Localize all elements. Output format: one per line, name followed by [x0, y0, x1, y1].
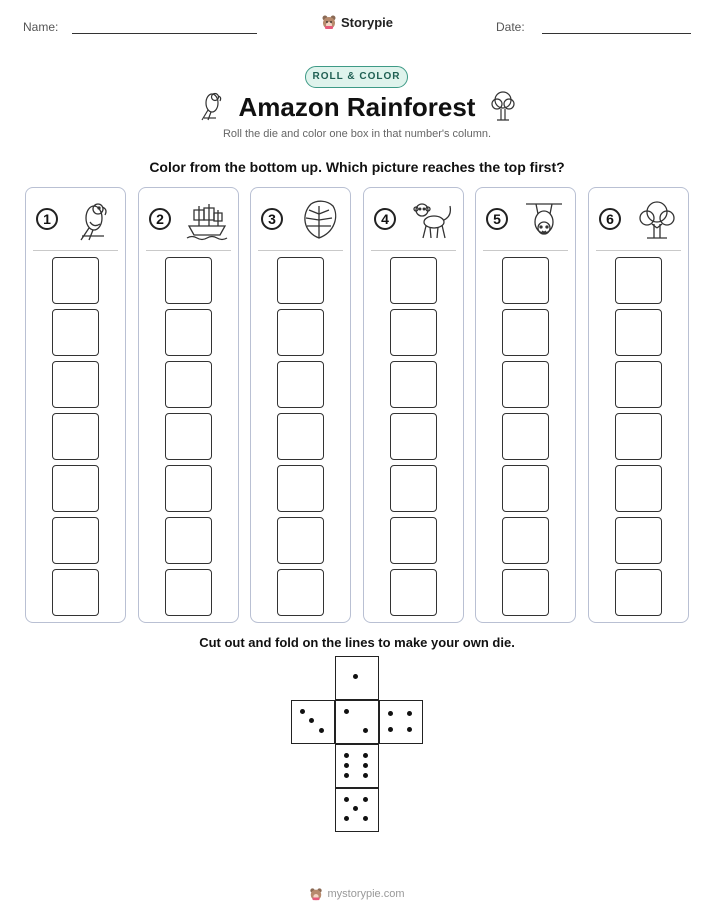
color-box[interactable]	[277, 257, 324, 304]
color-box[interactable]	[277, 465, 324, 512]
color-box[interactable]	[615, 413, 662, 460]
die-pip	[363, 797, 368, 802]
column-divider	[258, 250, 343, 251]
color-box[interactable]	[165, 309, 212, 356]
bear-logo-icon	[321, 14, 337, 30]
color-box[interactable]	[615, 309, 662, 356]
color-box[interactable]	[52, 517, 99, 564]
die-face-6	[335, 744, 379, 788]
color-box[interactable]	[502, 517, 549, 564]
column-1	[25, 187, 126, 623]
column-3	[250, 187, 351, 623]
sloth-icon	[522, 198, 566, 242]
tree-icon	[635, 198, 679, 242]
column-divider	[596, 250, 681, 251]
die-instruction: Cut out and fold on the lines to make your own die.	[199, 635, 515, 650]
color-box[interactable]	[52, 465, 99, 512]
column-divider	[146, 250, 231, 251]
color-box[interactable]	[615, 257, 662, 304]
color-box[interactable]	[502, 569, 549, 616]
die-pip	[353, 806, 358, 811]
color-box[interactable]	[615, 361, 662, 408]
footer	[0, 887, 714, 901]
color-box[interactable]	[390, 257, 437, 304]
die-pip	[344, 753, 349, 758]
bear-logo-icon	[309, 887, 323, 901]
tree-title-icon	[488, 90, 518, 122]
color-box[interactable]	[165, 361, 212, 408]
color-box[interactable]	[390, 465, 437, 512]
die-face-2	[335, 700, 379, 744]
color-box[interactable]	[390, 517, 437, 564]
column-divider	[483, 250, 568, 251]
color-box[interactable]	[165, 465, 212, 512]
color-box[interactable]	[615, 569, 662, 616]
footer-url[interactable]: mystorypie.com	[327, 888, 405, 900]
die-pip	[300, 709, 305, 714]
color-box[interactable]	[502, 257, 549, 304]
color-box[interactable]	[502, 309, 549, 356]
die-pip	[309, 718, 314, 723]
die-pip	[407, 727, 412, 732]
color-box[interactable]	[52, 569, 99, 616]
color-box[interactable]	[165, 517, 212, 564]
die-pip	[344, 816, 349, 821]
page-title: Amazon Rainforest	[238, 92, 476, 122]
monkey-icon	[410, 198, 454, 242]
die-pip	[363, 763, 368, 768]
instruction: Color from the bottom up. Which picture reaches the top first?	[149, 159, 565, 175]
date-label: Date:	[496, 20, 525, 34]
die-pip	[363, 816, 368, 821]
name-line[interactable]	[72, 33, 257, 34]
column-number: 1	[36, 208, 58, 230]
column-number: 3	[261, 208, 283, 230]
color-box[interactable]	[277, 309, 324, 356]
die-pip	[363, 773, 368, 778]
die-pip	[344, 709, 349, 714]
die-pip	[363, 753, 368, 758]
color-box[interactable]	[165, 413, 212, 460]
column-divider	[371, 250, 456, 251]
color-box[interactable]	[502, 465, 549, 512]
color-box[interactable]	[52, 309, 99, 356]
parrot-icon	[72, 198, 116, 242]
die-face-5	[335, 788, 379, 832]
die-pip	[353, 674, 358, 679]
subtitle: Roll the die and color one box in that number's column.	[222, 128, 492, 140]
name-label: Name:	[23, 20, 59, 34]
die-face-1	[335, 656, 379, 700]
roll-color-badge: ROLL & COLOR	[305, 66, 408, 88]
column-5	[475, 187, 576, 623]
color-box[interactable]	[52, 257, 99, 304]
die-pip	[407, 711, 412, 716]
column-divider	[33, 250, 118, 251]
column-number: 5	[486, 208, 508, 230]
color-box[interactable]	[277, 413, 324, 460]
color-box[interactable]	[277, 361, 324, 408]
color-box[interactable]	[390, 569, 437, 616]
color-box[interactable]	[502, 413, 549, 460]
die-face-3	[291, 700, 335, 744]
color-box[interactable]	[615, 465, 662, 512]
column-number: 2	[149, 208, 171, 230]
color-box[interactable]	[277, 517, 324, 564]
column-4	[363, 187, 464, 623]
color-box[interactable]	[165, 257, 212, 304]
column-number: 6	[599, 208, 621, 230]
column-2	[138, 187, 239, 623]
color-box[interactable]	[390, 361, 437, 408]
die-face-4	[379, 700, 423, 744]
color-box[interactable]	[52, 413, 99, 460]
color-box[interactable]	[390, 309, 437, 356]
die-pip	[388, 727, 393, 732]
date-line[interactable]	[542, 33, 691, 34]
column-6	[588, 187, 689, 623]
brand-name: Storypie	[340, 14, 393, 30]
die-pip	[388, 711, 393, 716]
brand-logo	[0, 14, 714, 30]
die-pip	[344, 773, 349, 778]
die-pip	[344, 763, 349, 768]
leaf-icon	[297, 198, 341, 242]
color-box[interactable]	[52, 361, 99, 408]
die-pip	[363, 728, 368, 733]
color-box[interactable]	[502, 361, 549, 408]
color-box[interactable]	[615, 517, 662, 564]
die-pip	[344, 797, 349, 802]
column-number: 4	[374, 208, 396, 230]
ship-icon	[185, 198, 229, 242]
die-pip	[319, 728, 324, 733]
color-box[interactable]	[390, 413, 437, 460]
color-box[interactable]	[165, 569, 212, 616]
color-box[interactable]	[277, 569, 324, 616]
